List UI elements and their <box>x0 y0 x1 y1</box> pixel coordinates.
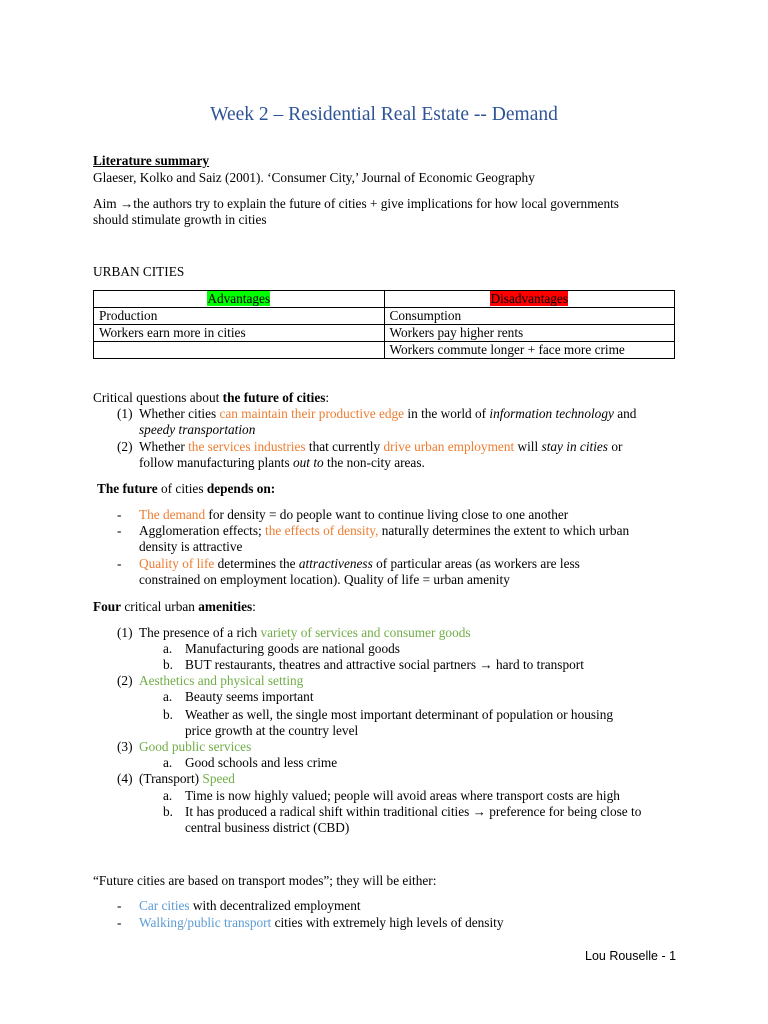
question-2-cont <box>139 455 425 471</box>
sub-item-cont: central business district (CBD) <box>185 820 350 835</box>
future-text: determines the <box>214 556 299 571</box>
q2-text: that currently <box>305 439 384 454</box>
aim-line-1 <box>93 196 683 212</box>
amenities-heading <box>93 599 683 615</box>
future-text: Agglomeration effects; <box>139 523 266 538</box>
q1-text: and <box>613 406 637 421</box>
question-2 <box>139 439 699 455</box>
citation: Glaeser, Kolko and Saiz (2001). ‘Consumer City,’ Journal of Economic Geography <box>93 170 535 185</box>
sub-label: a. <box>163 641 173 656</box>
amenity-3: Good public services <box>139 739 252 754</box>
q2-text: or <box>608 439 623 454</box>
bullet: - <box>117 523 122 538</box>
amenity-number: (3) <box>117 739 133 754</box>
question-1 <box>139 406 699 422</box>
amenity-number: (1) <box>117 625 133 640</box>
table-cell: Production <box>94 308 385 325</box>
future-text: naturally determines the extent to which urban <box>378 523 630 538</box>
amenity-text: The presence of a rich <box>139 625 261 640</box>
advantages-header-cell <box>94 291 385 308</box>
future-heading <box>97 481 687 497</box>
q2-text: follow manufacturing plants <box>139 455 293 470</box>
aim-text: the authors try to explain the future of cities + give implications for how local governments <box>133 196 619 211</box>
question-number: (1) <box>117 406 133 421</box>
sub-item-cont: price growth at the country level <box>185 723 359 738</box>
transport-highlight: Car cities <box>139 898 190 913</box>
q2-highlight: drive urban employment <box>383 439 515 454</box>
literature-summary-heading: Literature summary <box>93 153 210 168</box>
q2-italic: out to <box>293 455 324 470</box>
amenity-1 <box>139 625 471 641</box>
question-1-cont <box>139 422 255 438</box>
amenity-number: (2) <box>117 673 133 688</box>
bullet: - <box>117 898 122 913</box>
aim-prefix: Aim <box>93 196 120 211</box>
future-item-3 <box>139 556 699 572</box>
sub-item: Manufacturing goods are national goods <box>185 641 400 656</box>
future-item-1 <box>139 507 699 523</box>
lead-end: : <box>325 390 330 405</box>
table-cell: Workers pay higher rents <box>384 325 675 342</box>
page-footer: Lou Rouselle - 1 <box>585 949 677 963</box>
aim-line-2: should stimulate growth in cities <box>93 212 267 227</box>
question-number: (2) <box>117 439 133 454</box>
disadvantages-header-cell <box>384 291 675 308</box>
q2-text: will <box>514 439 542 454</box>
sub-label: a. <box>163 755 173 770</box>
q1-italic: speedy transportation <box>139 422 256 437</box>
amenity-number: (4) <box>117 771 133 786</box>
table-row <box>94 325 675 342</box>
page-title: Week 2 – Residential Real Estate -- Demand <box>210 104 558 125</box>
future-item-2 <box>139 523 699 539</box>
future-bold: The future <box>97 481 158 496</box>
urban-cities-heading: URBAN CITIES <box>93 264 185 279</box>
bullet: - <box>117 915 122 930</box>
future-text: of particular areas (as workers are less <box>372 556 580 571</box>
future-item-3-cont: constrained on employment location). Quality of life = urban amenity <box>139 572 510 587</box>
amenity-highlight: Speed <box>202 771 235 786</box>
lead-bold: the future of cities <box>222 390 326 405</box>
table-row <box>94 342 675 359</box>
sub-item: BUT restaurants, theatres and attractive social partners → hard to transport <box>185 657 584 672</box>
q2-text: Whether <box>139 439 189 454</box>
table-cell: Consumption <box>384 308 675 325</box>
future-bold: depends on: <box>206 481 276 496</box>
amenity-highlight: variety of services and consumer goods <box>260 625 471 640</box>
amenities-text: critical urban <box>121 599 199 614</box>
sub-label: b. <box>163 657 173 672</box>
future-item-2-cont: density is attractive <box>139 539 243 554</box>
future-highlight: the effects of density, <box>265 523 379 538</box>
transport-quote: “Future cities are based on transport modes”; they will be either: <box>93 873 437 888</box>
transport-item-2 <box>139 915 504 931</box>
sub-item: It has produced a radical shift within traditional cities → preference for being close to <box>185 804 642 819</box>
q1-highlight: can maintain their productive edge <box>219 406 405 421</box>
future-highlight: Quality of life <box>139 556 215 571</box>
transport-item-1 <box>139 898 361 914</box>
sub-label: b. <box>163 804 173 819</box>
disadvantages-header: Disadvantages <box>490 291 569 306</box>
sub-label: a. <box>163 788 173 803</box>
arrow-icon: → <box>119 196 134 211</box>
q2-text: the non-city areas. <box>323 455 425 470</box>
amenity-text: (Transport) <box>139 771 203 786</box>
future-highlight: The demand <box>139 507 206 522</box>
sub-item: Weather as well, the single most important determinant of population or housing <box>185 707 614 722</box>
bullet: - <box>117 556 122 571</box>
future-text: of cities <box>157 481 207 496</box>
sub-label: b. <box>163 707 173 722</box>
advantages-header: Advantages <box>207 291 271 306</box>
sub-item: Good schools and less crime <box>185 755 338 770</box>
table-cell: Workers earn more in cities <box>94 325 385 342</box>
q2-italic: stay in cities <box>541 439 608 454</box>
table-header-row <box>94 291 675 308</box>
sub-label: a. <box>163 689 173 704</box>
transport-highlight: Walking/public transport <box>139 915 272 930</box>
lead-text: Critical questions about <box>93 390 223 405</box>
transport-text: cities with extremely high levels of density <box>271 915 504 930</box>
amenity-4 <box>139 771 235 787</box>
q1-text: Whether cities <box>139 406 220 421</box>
amenities-text: : <box>252 599 256 614</box>
q1-text: in the world of <box>404 406 490 421</box>
future-italic: attractiveness <box>298 556 373 571</box>
transport-text: with decentralized employment <box>189 898 361 913</box>
amenity-2: Aesthetics and physical setting <box>139 673 304 688</box>
critical-questions-lead <box>93 390 683 406</box>
advantages-table <box>93 290 675 359</box>
amenities-bold: amenities <box>198 599 253 614</box>
table-cell: Workers commute longer + face more crime <box>384 342 675 359</box>
table-cell <box>94 342 385 359</box>
sub-item: Time is now highly valued; people will avoid areas where transport costs are high <box>185 788 620 803</box>
amenities-bold: Four <box>93 599 122 614</box>
q2-highlight: the services industries <box>188 439 306 454</box>
table-row <box>94 308 675 325</box>
future-text: for density = do people want to continue living close to one another <box>205 507 569 522</box>
sub-item: Beauty seems important <box>185 689 314 704</box>
q1-italic: information technology <box>489 406 614 421</box>
bullet: - <box>117 507 122 522</box>
